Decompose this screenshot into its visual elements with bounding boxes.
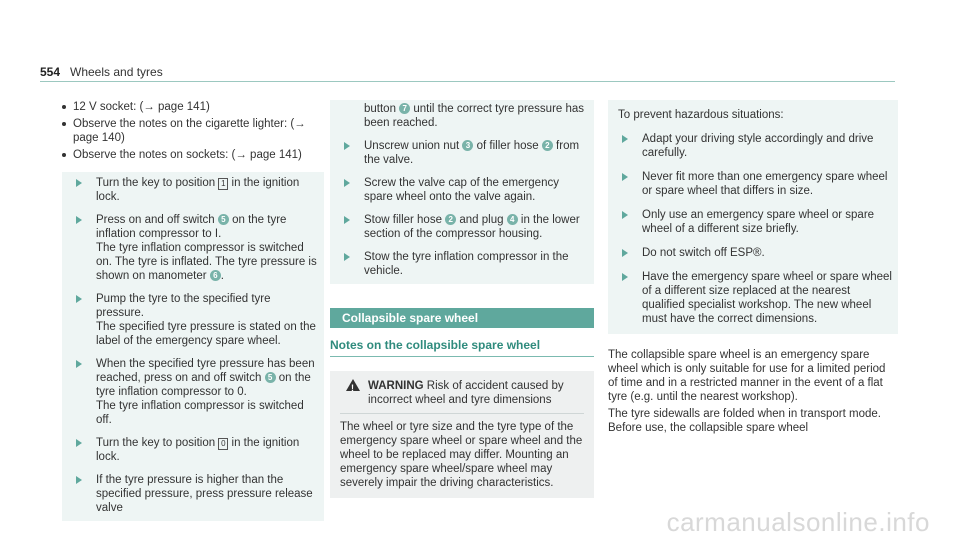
warning-body: The wheel or tyre size and the tyre type of the emergency spare wheel or spare wheel and the wheel to be replaced may differ. Mounting an emergency spare wheel/spare wheel may severely impair the driving characteristics. — [340, 421, 583, 489]
step-result: The tyre inflation compressor is switched on. The tyre is inflated. The tyre pressure is shown on manometer — [96, 242, 317, 282]
callout-number: 2 — [542, 140, 553, 151]
step-text: Never fit more than one emergency spare wheel or spare wheel that differs in size. — [642, 171, 888, 197]
warning-label: WARNING — [368, 380, 424, 392]
step-arrow-icon — [344, 253, 350, 261]
step-text: Press on and off switch — [96, 214, 218, 226]
step-arrow-icon — [76, 179, 82, 187]
instruction-steps — [330, 100, 594, 284]
header-title: Wheels and tyres — [70, 65, 163, 79]
step-item — [62, 292, 324, 348]
body-text — [608, 348, 898, 435]
section-title: Collapsible spare wheel — [330, 308, 594, 328]
step-text: Stow the tyre inflation compressor in the vehicle. — [364, 251, 569, 277]
step-item — [62, 176, 324, 204]
step-arrow-icon — [622, 273, 628, 281]
warning-header — [340, 379, 584, 414]
instruction-steps — [62, 172, 324, 521]
step-arrow-icon — [76, 295, 82, 303]
step-text: in the lower section of the compressor housing. — [364, 214, 580, 240]
step-item — [608, 270, 898, 326]
step-item — [608, 208, 898, 236]
step-item — [62, 436, 324, 464]
step-arrow-icon — [76, 439, 82, 447]
callout-number: 7 — [399, 103, 410, 114]
step-text: and plug — [456, 214, 507, 226]
step-text: Do not switch off ESP®. — [642, 247, 765, 259]
step-item — [62, 357, 324, 427]
step-text: button — [364, 103, 400, 115]
callout-number: 4 — [507, 214, 518, 225]
step-arrow-icon — [622, 249, 628, 257]
list-item: 12 V socket: (→ page 141) — [62, 100, 324, 114]
step-text: Stow filler hose — [364, 214, 446, 226]
column-2 — [330, 100, 594, 498]
subheading: Notes on the collapsible spare wheel — [330, 338, 594, 357]
callout-number: 6 — [210, 270, 221, 281]
step-text: on the tyre inflation compressor to 0. — [96, 372, 311, 398]
step-text: Adapt your driving style accordingly and drive carefully. — [642, 133, 874, 159]
page-number: 554 — [40, 65, 61, 79]
watermark: carmanualsonline.info — [666, 507, 930, 537]
step-item — [608, 246, 898, 260]
step-arrow-icon — [76, 360, 82, 368]
step-item — [330, 250, 594, 278]
step-text: on the tyre inflation compressor to I. — [96, 214, 287, 240]
step-item — [62, 213, 324, 283]
warning-icon: ! — [346, 379, 360, 391]
step-item — [608, 170, 898, 198]
list-item: Observe the notes on sockets: (→ page 141) — [62, 148, 324, 162]
step-text: in the ignition lock. — [96, 177, 300, 203]
step-result: The specified tyre pressure is stated on the label of the emergency spare wheel. — [96, 321, 316, 347]
callout-number: 5 — [218, 214, 229, 225]
step-arrow-icon — [622, 173, 628, 181]
step-text: Screw the valve cap of the emergency spare wheel onto the valve again. — [364, 177, 559, 203]
step-arrow-icon — [344, 216, 350, 224]
step-item — [62, 473, 324, 515]
step-text: Unscrew union nut — [364, 140, 463, 152]
step-arrow-icon — [344, 179, 350, 187]
step-text: Only use an emergency spare wheel or spare wheel of a different size briefly. — [642, 209, 875, 235]
step-text: . — [220, 270, 224, 282]
step-result: The tyre inflation compressor is switched off. — [96, 400, 304, 426]
page-header — [40, 65, 895, 82]
step-text: until the correct tyre pressure has been reached. — [364, 103, 585, 129]
callout-number: 3 — [462, 140, 473, 151]
step-text: from the valve. — [364, 140, 580, 166]
list-item: Observe the notes on the cigarette lighter: (→ page 140) — [62, 117, 324, 145]
step-arrow-icon — [76, 216, 82, 224]
step-arrow-icon — [622, 211, 628, 219]
step-text: Turn the key to position — [96, 437, 219, 449]
step-text: of filler hose — [473, 140, 542, 152]
step-item — [330, 176, 594, 204]
callout-number: 5 — [265, 372, 276, 383]
step-text: If the tyre pressure is higher than the specified pressure, press pressure release valve — [96, 474, 313, 514]
key-position-icon: 1 — [218, 178, 228, 190]
column-3 — [608, 100, 898, 438]
step-arrow-icon — [344, 142, 350, 150]
paragraph: The tyre sidewalls are folded when in transport mode. Before use, the collapsible spare wheel — [608, 408, 881, 434]
warning-box — [330, 371, 594, 498]
step-text: in the ignition lock. — [96, 437, 300, 463]
column-1 — [62, 100, 324, 521]
hazard-intro: To prevent hazardous situations: — [618, 109, 784, 121]
hazard-box — [608, 100, 898, 334]
step-text: Turn the key to position — [96, 177, 219, 189]
step-arrow-icon — [76, 476, 82, 484]
callout-number: 2 — [445, 214, 456, 225]
step-item — [608, 132, 898, 160]
step-arrow-icon — [622, 135, 628, 143]
step-item — [330, 139, 594, 167]
warning-title: Risk of accident caused by incorrect wheel and tyre dimensions — [368, 380, 564, 406]
step-text: Have the emergency spare wheel or spare wheel of a different size replaced at the nearest qualified specialist workshop. The new wheel must have the correct dimensions. — [642, 271, 892, 325]
step-text: When the specified tyre pressure has been reached, press on and off switch — [96, 358, 315, 384]
step-item — [330, 213, 594, 241]
step-item — [330, 102, 594, 130]
paragraph: The collapsible spare wheel is an emergency spare wheel which is only suitable for use for a limited period of time and in a restricted manner in the event of a flat tyre (e.g. until the nearest workshop). — [608, 349, 886, 403]
key-position-icon: 0 — [218, 438, 228, 450]
step-text: Pump the tyre to the specified tyre pressure. — [96, 293, 271, 319]
